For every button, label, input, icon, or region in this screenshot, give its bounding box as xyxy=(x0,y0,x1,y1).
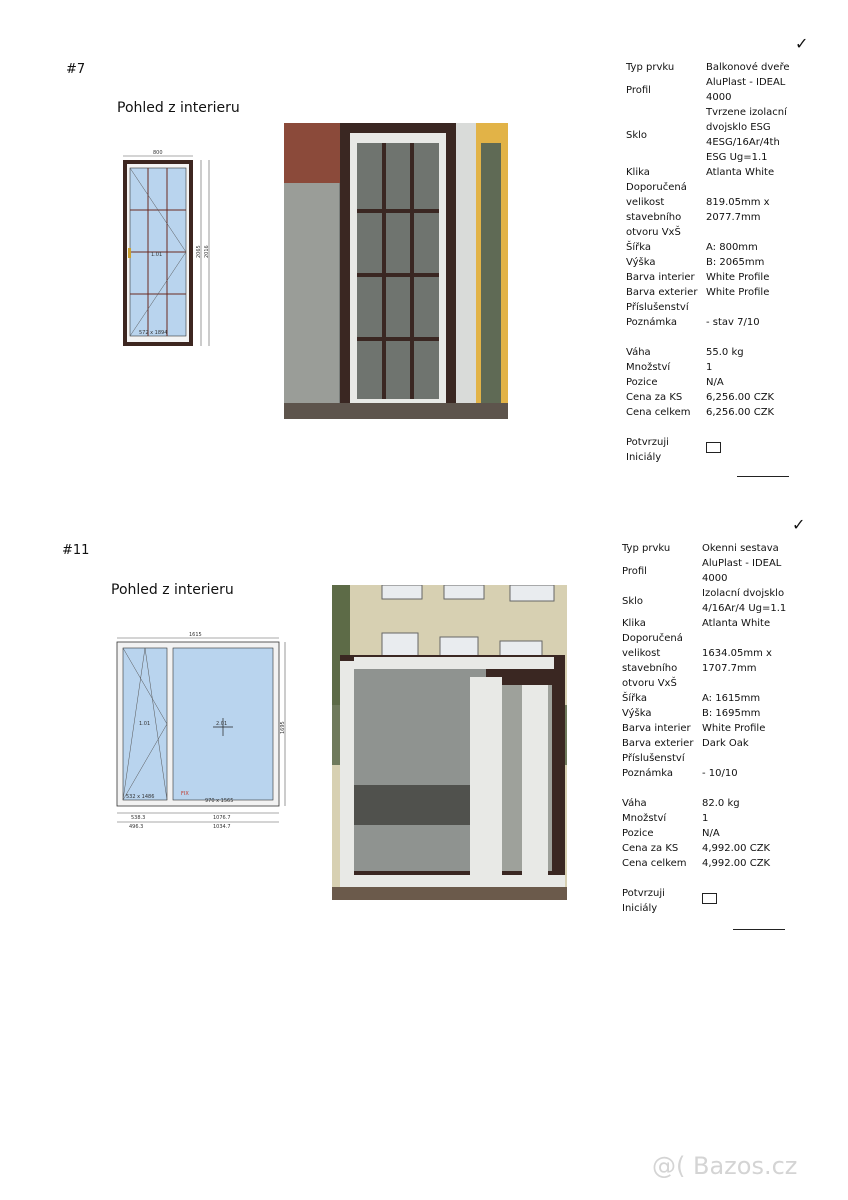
spec-value: Tvrzene izolacní dvojsklo ESG 4ESG/16Ar/4th ESG Ug=1.1 xyxy=(706,107,787,163)
spec-value: White Profile xyxy=(706,287,770,298)
spec-key: Doporučená velikost stavebního otvoru VxŠ xyxy=(626,182,687,238)
spec-key: Šířka xyxy=(626,242,651,253)
spec-key: Množství xyxy=(622,813,667,824)
spec-key: Poznámka xyxy=(622,768,673,779)
drawing-left-size: 532 x 1486 xyxy=(126,794,155,800)
spec-key: Typ prvku xyxy=(626,62,675,73)
spec-value: Okenni sestava xyxy=(702,543,779,554)
spec-value: AluPlast - IDEAL 4000 xyxy=(702,558,782,584)
spec-value: N/A xyxy=(706,377,724,388)
spec-key: Poznámka xyxy=(626,317,677,328)
product-photo xyxy=(332,585,567,900)
spec-key: Klika xyxy=(622,618,646,629)
spec-value xyxy=(702,751,794,766)
spec-value: A: 1615mm xyxy=(702,693,761,704)
spec-key: Sklo xyxy=(626,129,648,141)
confirm-checkbox[interactable] xyxy=(702,893,717,904)
spec-value: A: 800mm xyxy=(706,242,758,253)
drawing-height-label: 2065 xyxy=(196,245,202,258)
spec-key: Profil xyxy=(622,565,647,577)
spec-key: Výška xyxy=(622,708,652,719)
check-mark-icon: ✓ xyxy=(795,34,809,53)
spec-value: B: 1695mm xyxy=(702,708,761,719)
spec-key: Množství xyxy=(626,362,671,373)
drawing-dim-d: 1034.7 xyxy=(213,824,231,830)
spec-key: Barva interier xyxy=(622,723,691,734)
spec-table xyxy=(622,541,794,916)
spec-value: 4,992.00 CZK xyxy=(702,843,771,854)
spec-key: Profil xyxy=(626,84,651,96)
product-photo xyxy=(284,123,508,419)
confirm-initials-label: Potvrzuji Iniciály xyxy=(622,888,665,914)
spec-value: 6,256.00 CZK xyxy=(706,392,775,403)
item-number: #11 xyxy=(62,543,90,558)
drawing-right-size: 970 x 1565 xyxy=(205,798,234,804)
spec-key: Příslušenství xyxy=(622,753,685,764)
spec-value: 819.05mm x 2077.7mm xyxy=(706,197,770,223)
spec-value: Balkonové dveře xyxy=(706,62,790,73)
spec-value: - 10/10 xyxy=(702,768,738,779)
spec-value: 55.0 kg xyxy=(706,347,744,358)
spec-key: Cena celkem xyxy=(626,407,691,418)
spec-value: N/A xyxy=(702,828,720,839)
window-photo xyxy=(332,585,567,900)
spec-value: Dark Oak xyxy=(702,738,749,749)
drawing-fix-label: FIX xyxy=(181,791,189,797)
drawing-fix-sash-label: 2.01 xyxy=(216,721,228,727)
item-number: #7 xyxy=(66,62,86,77)
spec-value: 1634.05mm x 1707.7mm xyxy=(702,648,772,674)
spec-key: Barva exterier xyxy=(626,287,698,298)
signature-line xyxy=(733,929,785,930)
spec-value xyxy=(706,300,798,315)
spec-table xyxy=(626,60,798,465)
door-photo xyxy=(284,123,508,419)
drawing-sash-label: 1.01 xyxy=(139,721,151,727)
spec-key: Výška xyxy=(626,257,656,268)
drawing-width-label: 1615 xyxy=(189,632,202,638)
spec-key: Sklo xyxy=(622,595,644,607)
spec-value: 1 xyxy=(706,362,713,373)
spec-value: - stav 7/10 xyxy=(706,317,760,328)
spec-key: Šířka xyxy=(622,693,647,704)
spec-value: Atlanta White xyxy=(706,167,775,178)
spec-key: Cena za KS xyxy=(622,843,679,854)
spec-key: Barva exterier xyxy=(622,738,694,749)
drawing-height-label-2: 2016 xyxy=(204,245,210,258)
spec-key: Typ prvku xyxy=(622,543,671,554)
drawing-height-label: 1695 xyxy=(280,721,286,734)
spec-value: 1 xyxy=(702,813,709,824)
spec-key: Klika xyxy=(626,167,650,178)
view-title: Pohled z interieru xyxy=(117,100,240,116)
confirm-initials-label: Potvrzuji Iniciály xyxy=(626,437,669,463)
spec-key: Cena celkem xyxy=(622,858,687,869)
spec-value: White Profile xyxy=(702,723,766,734)
confirm-checkbox[interactable] xyxy=(706,442,721,453)
spec-key: Váha xyxy=(622,798,647,809)
drawing-dim-c: 496.3 xyxy=(129,824,144,830)
spec-value: 6,256.00 CZK xyxy=(706,407,775,418)
door-drawing xyxy=(115,148,215,353)
spec-value: Atlanta White xyxy=(702,618,771,629)
drawing-dim-b: 1076.7 xyxy=(213,815,231,821)
drawing-dim-a: 538.3 xyxy=(131,815,146,821)
spec-key: Pozice xyxy=(626,377,658,388)
view-title: Pohled z interieru xyxy=(111,582,234,598)
spec-value: Izolacní dvojsklo 4/16Ar/4 Ug=1.1 xyxy=(702,588,787,614)
spec-key: Cena za KS xyxy=(626,392,683,403)
drawing-sash-label: 1.01 xyxy=(151,252,163,258)
spec-value: B: 2065mm xyxy=(706,257,765,268)
spec-key: Pozice xyxy=(622,828,654,839)
spec-key: Příslušenství xyxy=(626,302,689,313)
signature-line xyxy=(737,476,789,477)
drawing-width-label: 800 xyxy=(153,150,163,156)
spec-value: AluPlast - IDEAL 4000 xyxy=(706,77,786,103)
window-drawing xyxy=(113,630,298,830)
drawing-size-label: 572 x 1894 xyxy=(139,330,168,336)
spec-key: Váha xyxy=(626,347,651,358)
spec-value: 4,992.00 CZK xyxy=(702,858,771,869)
check-mark-icon: ✓ xyxy=(792,515,806,534)
spec-key: Doporučená velikost stavebního otvoru VxŠ xyxy=(622,633,683,689)
spec-key: Barva interier xyxy=(626,272,695,283)
spec-value: White Profile xyxy=(706,272,770,283)
bazos-watermark: @( Bazos.cz xyxy=(652,1152,798,1180)
spec-value: 82.0 kg xyxy=(702,798,740,809)
